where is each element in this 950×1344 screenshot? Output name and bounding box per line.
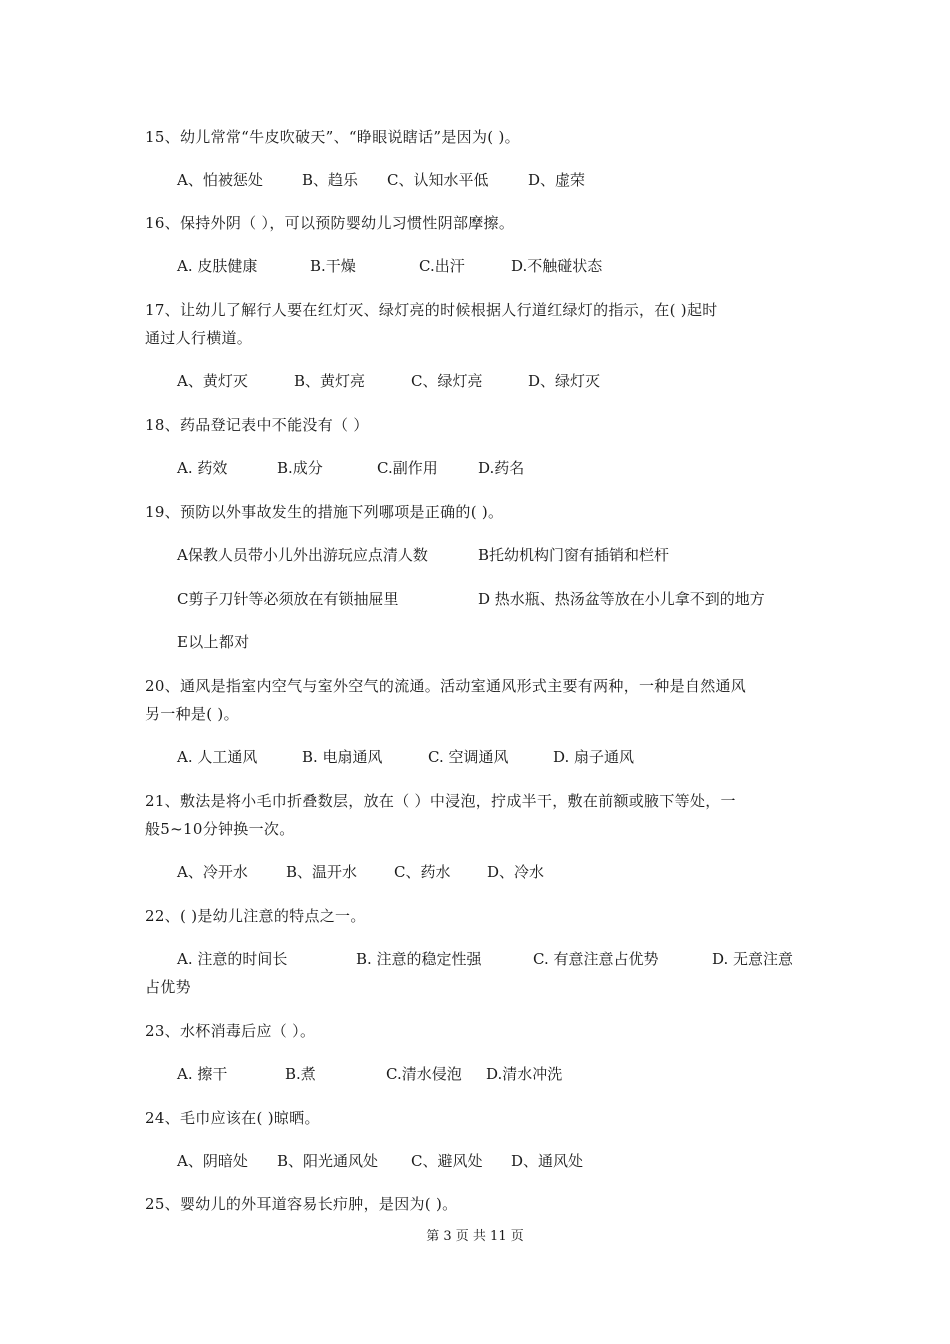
option-c: C.清水侵泡 (386, 1065, 462, 1083)
option-a: A、冷开水 (177, 863, 248, 881)
option-c: C.出汗 (419, 257, 465, 275)
option-d: D. 无意注意 (712, 950, 794, 968)
option-b: B、黄灯亮 (294, 372, 366, 390)
option-b: B、阳光通风处 (277, 1152, 379, 1170)
option-a: A、阴暗处 (177, 1152, 248, 1170)
option-d: D 热水瓶、热汤盆等放在小儿拿不到的地方 (478, 590, 765, 608)
question-25-stem: 25、婴幼儿的外耳道容易长疖肿，是因为( )。 (145, 1195, 458, 1213)
option-b: B. 电扇通风 (302, 748, 383, 766)
option-d: D、绿灯灭 (528, 372, 601, 390)
option-d: D、通风处 (511, 1152, 584, 1170)
option-d: D、冷水 (487, 863, 545, 881)
option-d: D.清水冲洗 (486, 1065, 563, 1083)
option-a: A、怕被惩处 (177, 171, 263, 189)
option-c: C、药水 (394, 863, 451, 881)
question-15-stem: 15、幼儿常常“牛皮吹破天”、“睁眼说瞎话”是因为( )。 (145, 128, 520, 146)
option-d: D. 扇子通风 (553, 748, 635, 766)
option-a: A. 人工通风 (177, 748, 258, 766)
option-d: D.药名 (478, 459, 525, 477)
option-a: A. 注意的时间长 (177, 950, 288, 968)
option-c: C、认知水平低 (387, 171, 489, 189)
option-d: D、虚荣 (528, 171, 586, 189)
question-17-stem-line2: 通过人行横道。 (145, 329, 253, 347)
question-18-stem: 18、药品登记表中不能没有（ ） (145, 416, 369, 434)
option-c: C. 空调通风 (428, 748, 509, 766)
option-b: B.成分 (277, 459, 323, 477)
option-c: C. 有意注意占优势 (533, 950, 659, 968)
option-b: B、温开水 (286, 863, 358, 881)
question-24-stem: 24、毛巾应该在( )晾晒。 (145, 1109, 320, 1127)
question-20-stem-line2: 另一种是( )。 (145, 705, 239, 723)
question-17-stem-line1: 17、让幼儿了解行人要在红灯灭、绿灯亮的时候根据人行道红绿灯的指示，在( )起时 (145, 301, 718, 319)
option-a: A. 药效 (177, 459, 228, 477)
question-16-stem: 16、保持外阴（ ），可以预防婴幼儿习惯性阴部摩擦。 (145, 214, 515, 232)
option-a: A、黄灯灭 (177, 372, 248, 390)
option-a: A保教人员带小儿外出游玩应点清人数 (177, 546, 428, 564)
option-b: B.煮 (285, 1065, 316, 1083)
option-a: A. 皮肤健康 (177, 257, 258, 275)
option-a: A. 擦干 (177, 1065, 228, 1083)
option-d: D.不触碰状态 (511, 257, 603, 275)
page-number-footer: 第 3 页 共 11 页 (426, 1229, 524, 1244)
option-c: C剪子刀针等必须放在有锁抽屉里 (177, 590, 399, 608)
question-19-option-e: E以上都对 (177, 633, 250, 651)
question-21-stem-line2: 般5~10分钟换一次。 (145, 820, 295, 838)
question-20-stem-line1: 20、通风是指室内空气与室外空气的流通。活动室通风形式主要有两种，一种是自然通风 (145, 677, 747, 695)
option-b: B.干燥 (310, 257, 356, 275)
question-23-stem: 23、水杯消毒后应（ ）。 (145, 1022, 316, 1040)
option-c: C.副作用 (377, 459, 438, 477)
option-b: B、趋乐 (302, 171, 359, 189)
question-21-stem-line1: 21、敷法是将小毛巾折叠数层，放在（ ）中浸泡，拧成半干，敷在前额或腋下等处，一 (145, 792, 736, 810)
question-19-stem: 19、预防以外事故发生的措施下列哪项是正确的( )。 (145, 503, 504, 521)
question-22-option-wrap: 占优势 (145, 978, 191, 996)
option-b: B托幼机构门窗有插销和栏杆 (478, 546, 670, 564)
option-c: C、绿灯亮 (411, 372, 483, 390)
option-c: C、避风处 (411, 1152, 483, 1170)
question-22-stem: 22、( )是幼儿注意的特点之一。 (145, 907, 366, 925)
option-b: B. 注意的稳定性强 (356, 950, 482, 968)
